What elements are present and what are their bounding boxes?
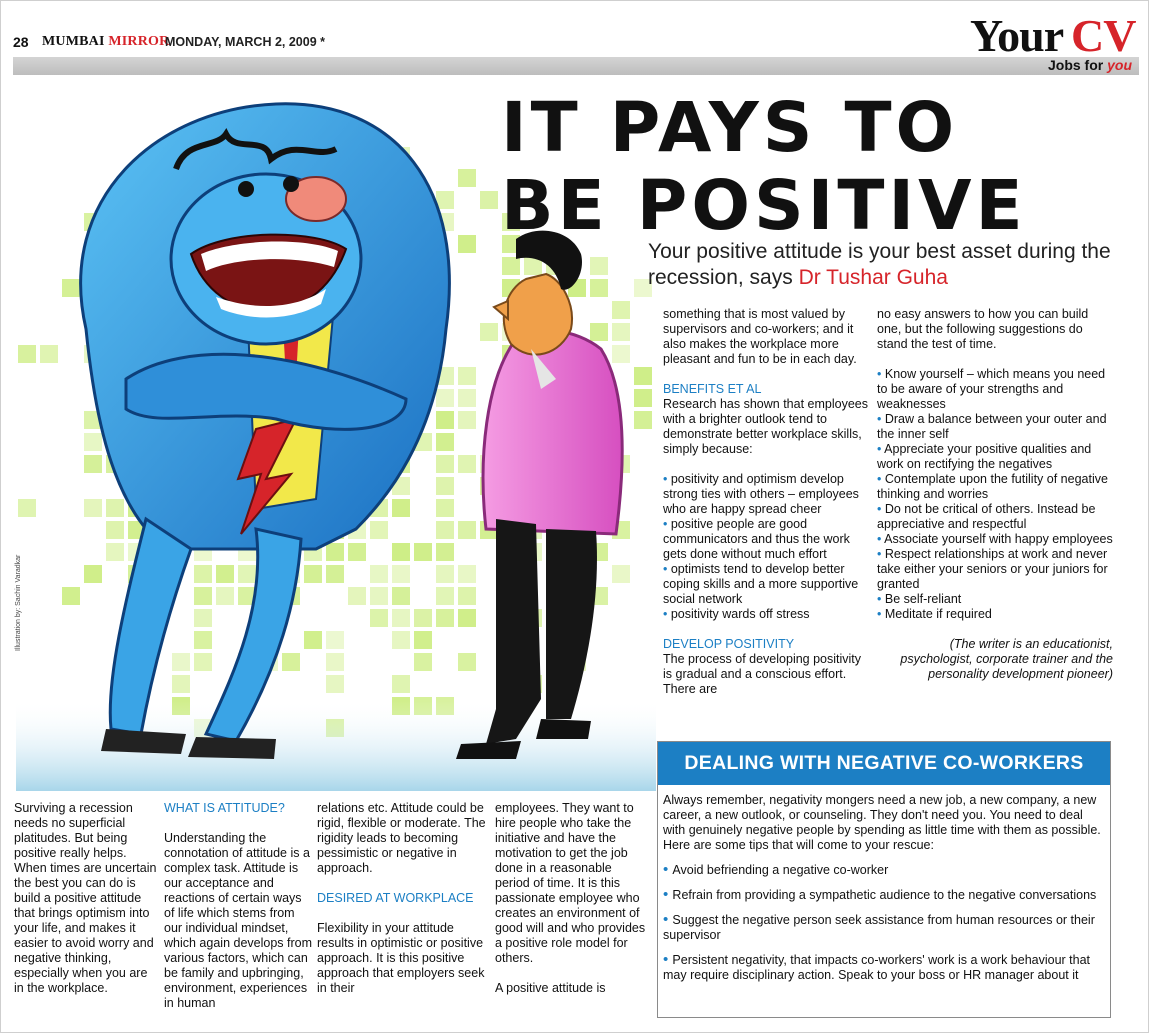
col6-bullet: • Appreciate your positive qualities and work on rectifying the negatives	[877, 442, 1092, 471]
col5-heading-benefits: BENEFITS ET AL	[663, 382, 762, 396]
section-brand	[968, 9, 1138, 75]
negative-coworkers-box	[657, 741, 1111, 1018]
box-bullet: • Persistent negativity, that impacts co-workers' work is a work behaviour that may require disciplinary action. Speak to your boss or HR manager about it	[663, 951, 1091, 982]
paper-name	[42, 34, 169, 50]
paper-name-part1: MUMBAI	[42, 34, 109, 49]
col2-text: Understanding the connotation of attitude is a complex task. Attitude is our acceptance and reactions of certain ways of life which stems from our individual mindset, which again develops from various factors, which can be family and upbringing, environment, experiences in human	[164, 831, 312, 1010]
brand-cv: CV	[1071, 10, 1136, 61]
headline	[501, 89, 1131, 245]
subhead-text: Your positive attitude is your best asset during the recession, says	[648, 240, 1111, 289]
col5-text3: The process of developing positivity is gradual and a conscious effort. There are	[663, 652, 862, 696]
article-column-4	[495, 801, 647, 996]
paper-name-part2: MIRROR	[108, 34, 170, 49]
article-column-1	[14, 801, 160, 996]
box-bullet: • Suggest the negative person seek assistance from human resources or their supervisor	[663, 911, 1095, 942]
col6-bullet: • Know yourself – which means you need to be aware of your strengths and weaknesses	[877, 367, 1106, 411]
col3-heading: DESIRED AT WORKPLACE	[317, 891, 474, 905]
cartoon-boss-figure	[81, 104, 450, 759]
col5-bullet-list	[663, 472, 869, 622]
col5-heading-develop: DEVELOP POSITIVITY	[663, 637, 795, 651]
col6-bullet: • Draw a balance between your outer and the inner self	[877, 412, 1107, 441]
article-column-2	[164, 801, 314, 1011]
article-column-3	[317, 801, 489, 996]
issue-date: MONDAY, MARCH 2, 2009 *	[165, 35, 326, 49]
col6-bullet: • Do not be critical of others. Instead be appreciative and respectful	[877, 502, 1096, 531]
col6-bullet: • Associate yourself with happy employees	[877, 532, 1113, 546]
author-name: Dr Tushar Guha	[798, 266, 948, 289]
col3-text2: Flexibility in your attitude results in optimistic or positive approach. It is this positive approach that employers seek in their	[317, 921, 485, 995]
box-bullet: • Avoid befriending a negative co-worker	[663, 861, 889, 878]
col6-bullet: • Be self-reliant	[877, 592, 962, 606]
col6-text1: no easy answers to how you can build one, but the following suggestions do stand the test of time.	[877, 307, 1089, 351]
col2-heading: WHAT IS ATTITUDE?	[164, 801, 285, 815]
col6-bullet: • Respect relationships at work and never take either your seniors or your juniors for granted	[877, 547, 1108, 591]
brand-tag-you: you	[1107, 57, 1132, 73]
col5-bullet: • optimists tend to develop better coping skills and a more supportive social network	[663, 562, 859, 606]
article-column-5	[663, 307, 869, 697]
col5-bullet: • positivity wards off stress	[663, 607, 810, 621]
brand-your: Your	[970, 10, 1064, 61]
box-body	[663, 793, 1103, 983]
page-number: 28	[13, 34, 29, 50]
col3-text1: relations etc. Attitude could be rigid, flexible or moderate. The rigidity leads to becoming pessimistic or negative in approach.	[317, 801, 486, 875]
col6-bullet-list	[877, 367, 1113, 622]
brand-tagline	[1048, 57, 1132, 73]
col6-bullet: • Meditate if required	[877, 607, 992, 621]
headline-line2: BE POSITIVE	[501, 166, 1027, 246]
subheadline	[648, 239, 1128, 291]
col5-text2: Research has shown that employees with a brighter outlook tend to demonstrate better workplace skills, simply because:	[663, 397, 868, 456]
box-bullet: • Refrain from providing a sympathetic audience to the negative conversations	[663, 886, 1097, 903]
box-intro: Always remember, negativity mongers need a new job, a new company, a new career, a new outlook, or counseling. They don't need you. You need to deal with genuinely negative people by spending as little time with them as possible. Here are some tips that will come to your rescue:	[663, 793, 1101, 852]
col4-text2: A positive attitude is	[495, 981, 606, 995]
col5-bullet: • positive people are good communicators and thus the work gets done without much effort	[663, 517, 850, 561]
box-title: DEALING WITH NEGATIVE CO-WORKERS	[658, 742, 1110, 785]
col1-text: Surviving a recession needs no superficial platitudes. But being positive really helps. When times are uncertain the best you can do is build a positive attitude that brings optimism into your life, and makes it easier to avoid worry and negative thinking, especially when you are in the workplace.	[14, 801, 157, 995]
article-column-6	[877, 307, 1113, 682]
headline-line1: IT PAYS TO	[501, 88, 959, 168]
brand-tag-text: Jobs for	[1047, 57, 1108, 73]
illustration-credit: Illustration by: Sachin Varadkar	[15, 554, 22, 651]
col5-bullet: • positivity and optimism develop strong ties with others – employees who are happy spread cheer	[663, 472, 859, 516]
author-note: (The writer is an educationist, psychologist, corporate trainer and the personality development pioneer)	[900, 637, 1113, 681]
col4-text1: employees. They want to hire people who take the initiative and have the motivation to get the job done in a reasonable period of time. It is this passionate employee who creates an environment of good will and who provides a positive role model for others.	[495, 801, 646, 965]
col5-text1: something that is most valued by supervisors and co-workers; and it also makes the workplace more pleasant and fun to be in each day.	[663, 307, 857, 366]
col6-bullet: • Contemplate upon the futility of negative thinking and worries	[877, 472, 1108, 501]
